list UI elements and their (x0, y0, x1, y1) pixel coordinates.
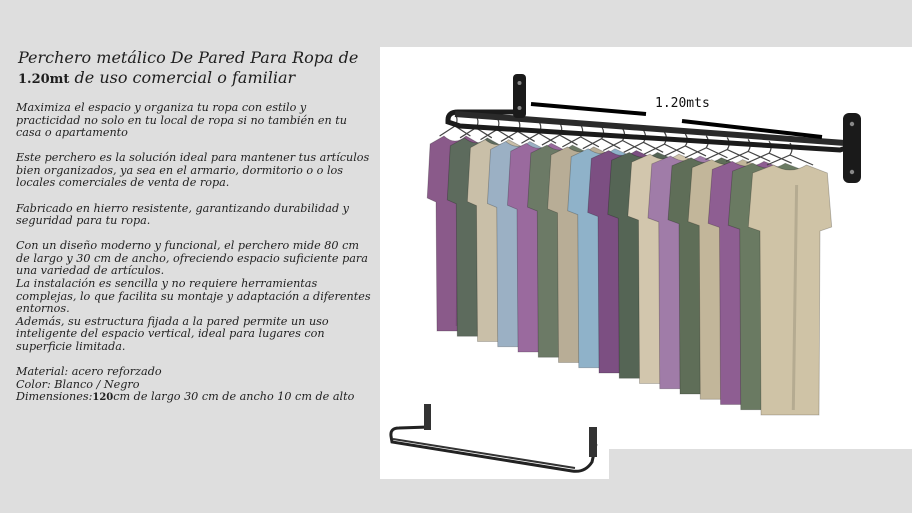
wall-bracket-left (513, 74, 526, 118)
hanging-shirts (427, 114, 832, 415)
paragraph-wall: Además, su estructura fijada a la pared permite un uso inteligente del espacio vertical, ideal para lugares con superficie limitada. (16, 314, 329, 353)
spec-dimensions-value: 120 (92, 392, 114, 404)
spec-color: Color: Blanco / Negro (16, 377, 140, 391)
paragraph-solution: Este perchero es la solución ideal para mantener tus artículos bien organizados, ya sea en el armario, dormitorio o o los locales comerciales de venta de ropa. (16, 151, 370, 190)
rack-detail (391, 404, 597, 471)
title-size: 1.20mt (18, 72, 70, 87)
paragraph-intro: Maximiza el espacio y organiza tu ropa con estilo y practicidad no solo en tu local de ropa si no también en tu casa o apartamento (16, 101, 347, 140)
spec-material: Material: acero reforzado (16, 365, 162, 379)
spec-dimensions-rest: cm de largo 30 cm de ancho 10 cm de alto (113, 390, 355, 404)
shirt (748, 143, 831, 415)
dimension-label: 1.20mts (655, 96, 710, 111)
spec-dimensions-label: Dimensiones: (16, 390, 93, 404)
title-line1: Perchero metálico De Pared Para Ropa de (18, 48, 359, 67)
title-line2: de uso comercial o familiar (69, 68, 296, 87)
paragraph-install: La instalación es sencilla y no requiere herramientas complejas, lo que facilita su montaje y adaptación a diferentes entornos. (16, 277, 371, 316)
paragraph-design: Con un diseño moderno y funcional, el perchero mide 80 cm de largo y 30 cm de ancho, ofreciendo espacio suficiente para una variedad de artículos. (16, 239, 368, 278)
paragraph-material: Fabricado en hierro resistente, garantizando durabilidad y seguridad para tu ropa. (16, 201, 350, 228)
